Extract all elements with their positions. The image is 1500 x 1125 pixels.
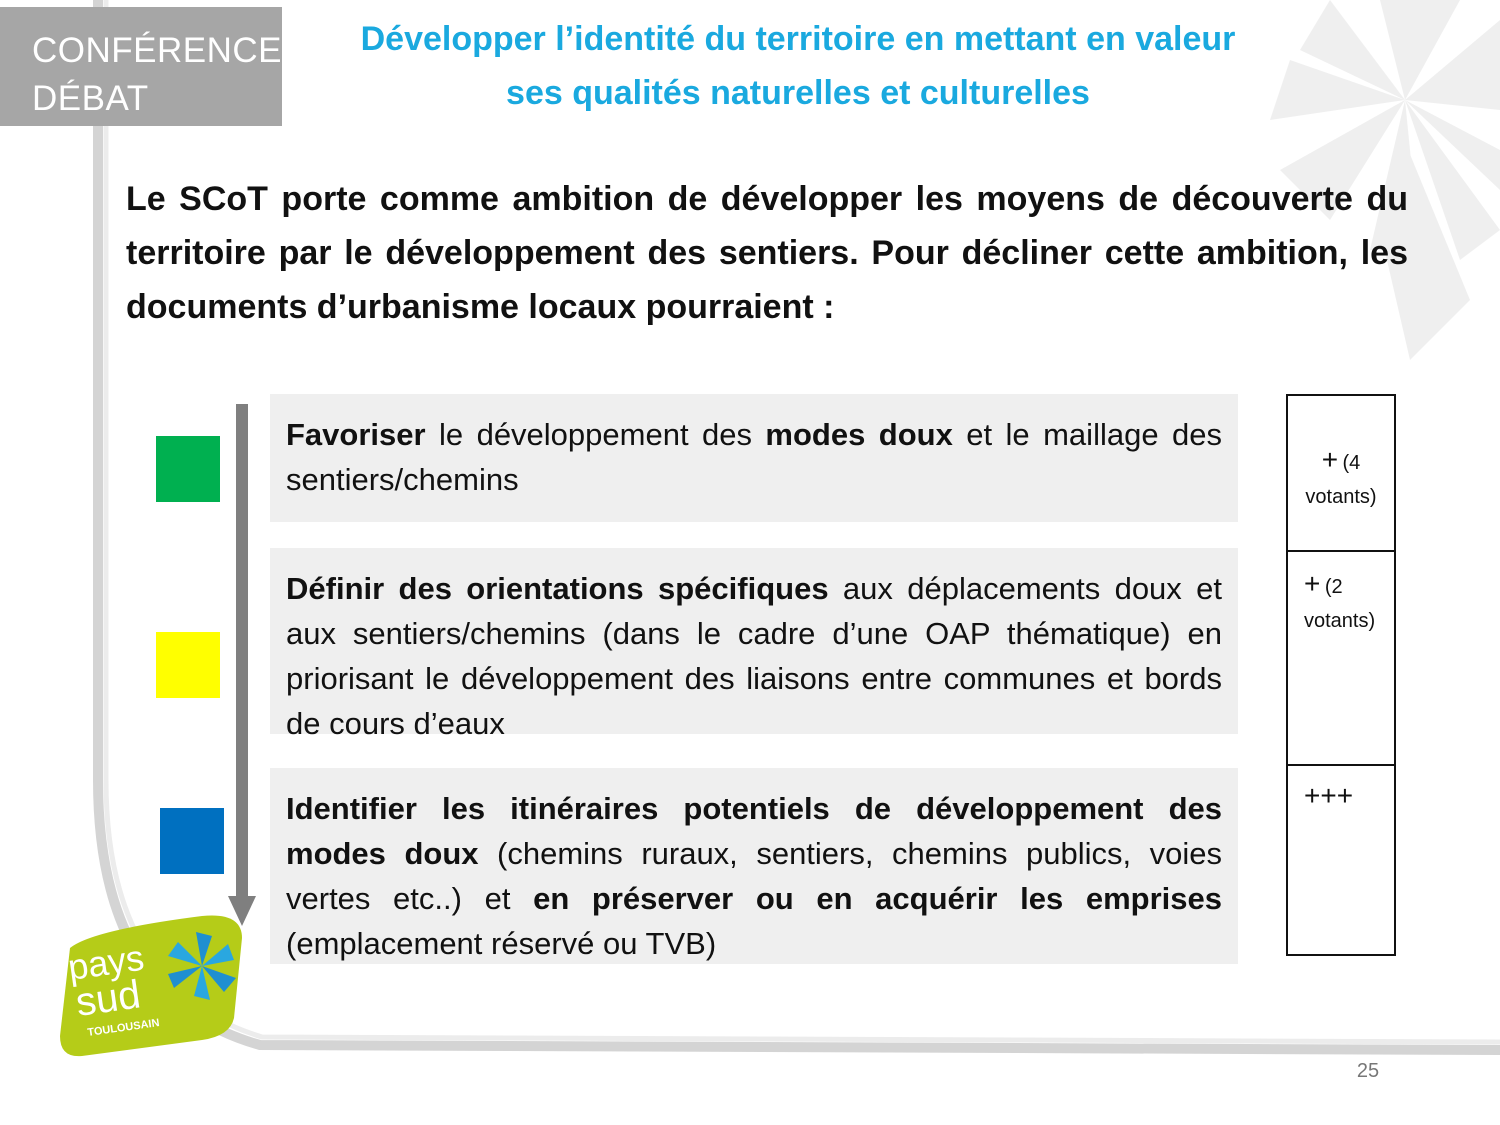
yellow-priority-swatch <box>156 632 220 698</box>
vote-count: (4 <box>1342 452 1361 474</box>
tag-line-2: DÉBAT <box>32 79 149 118</box>
slide-title <box>300 12 1296 120</box>
measure-box-1 <box>270 394 1238 522</box>
measure-text-emphasis: en préserver ou en acquérir les emprises <box>533 881 1222 916</box>
pays-sud-toulousain-logo <box>52 908 252 1058</box>
measure-text-emphasis: Favoriser <box>286 417 426 452</box>
measure-box-3 <box>270 768 1238 964</box>
vote-count: (2 <box>1324 576 1343 598</box>
logo-word-2: sud <box>73 972 144 1025</box>
vote-cell-3 <box>1288 764 1394 956</box>
measure-text-emphasis: Identifier les itinéraires potentiels de développement des modes doux <box>286 791 1222 871</box>
logo-word-3: TOULOUSAIN <box>86 1016 161 1039</box>
measure-text: (emplacement réservé ou TVB) <box>286 926 717 961</box>
measure-box-2 <box>270 548 1238 741</box>
tag-line-1: CONFÉRENCE <box>32 31 283 70</box>
priority-arrow <box>236 404 248 900</box>
intro-paragraph: Le SCoT porte comme ambition de développer les moyens de découverte du territoire par le développement des sentiers. Pour décliner cette ambition, les documents d’urbanisme locaux pourraient : <box>126 180 1408 326</box>
logo-word-1: pays <box>65 936 147 988</box>
blue-priority-swatch <box>160 808 224 874</box>
conference-debat-tag <box>0 7 282 126</box>
vote-symbol: + <box>1304 568 1321 599</box>
measure-text-emphasis: Définir des orientations spécifiques <box>286 571 829 606</box>
measure-text: (chemins ruraux, sentiers, chemins publics, voies vertes etc..) et <box>286 836 1222 916</box>
vote-symbol: +++ <box>1304 780 1354 811</box>
measure-text-emphasis: modes doux <box>765 417 953 452</box>
title-line-1: Développer l’identité du territoire en mettant en valeur <box>360 20 1236 58</box>
page-number: 25 <box>1356 1060 1380 1082</box>
vote-cell-1 <box>1288 396 1394 550</box>
vote-label: votants) <box>1305 486 1377 508</box>
votes-table <box>1286 394 1396 956</box>
vote-label: votants) <box>1304 610 1376 632</box>
measure-text: le développement des <box>425 417 766 452</box>
measure-text: et le maillage des sentiers/chemins <box>286 417 1222 497</box>
green-priority-swatch <box>156 436 220 502</box>
title-line-2: ses qualités naturelles et culturelles <box>506 74 1090 112</box>
measure-text: aux déplacements doux et aux sentiers/chemins (dans le cadre d’une OAP thématique) en priorisant le développement des liaisons entre communes et bords de cours d’eaux <box>286 571 1222 741</box>
vote-symbol: + <box>1321 444 1339 475</box>
vote-cell-2 <box>1288 550 1394 764</box>
